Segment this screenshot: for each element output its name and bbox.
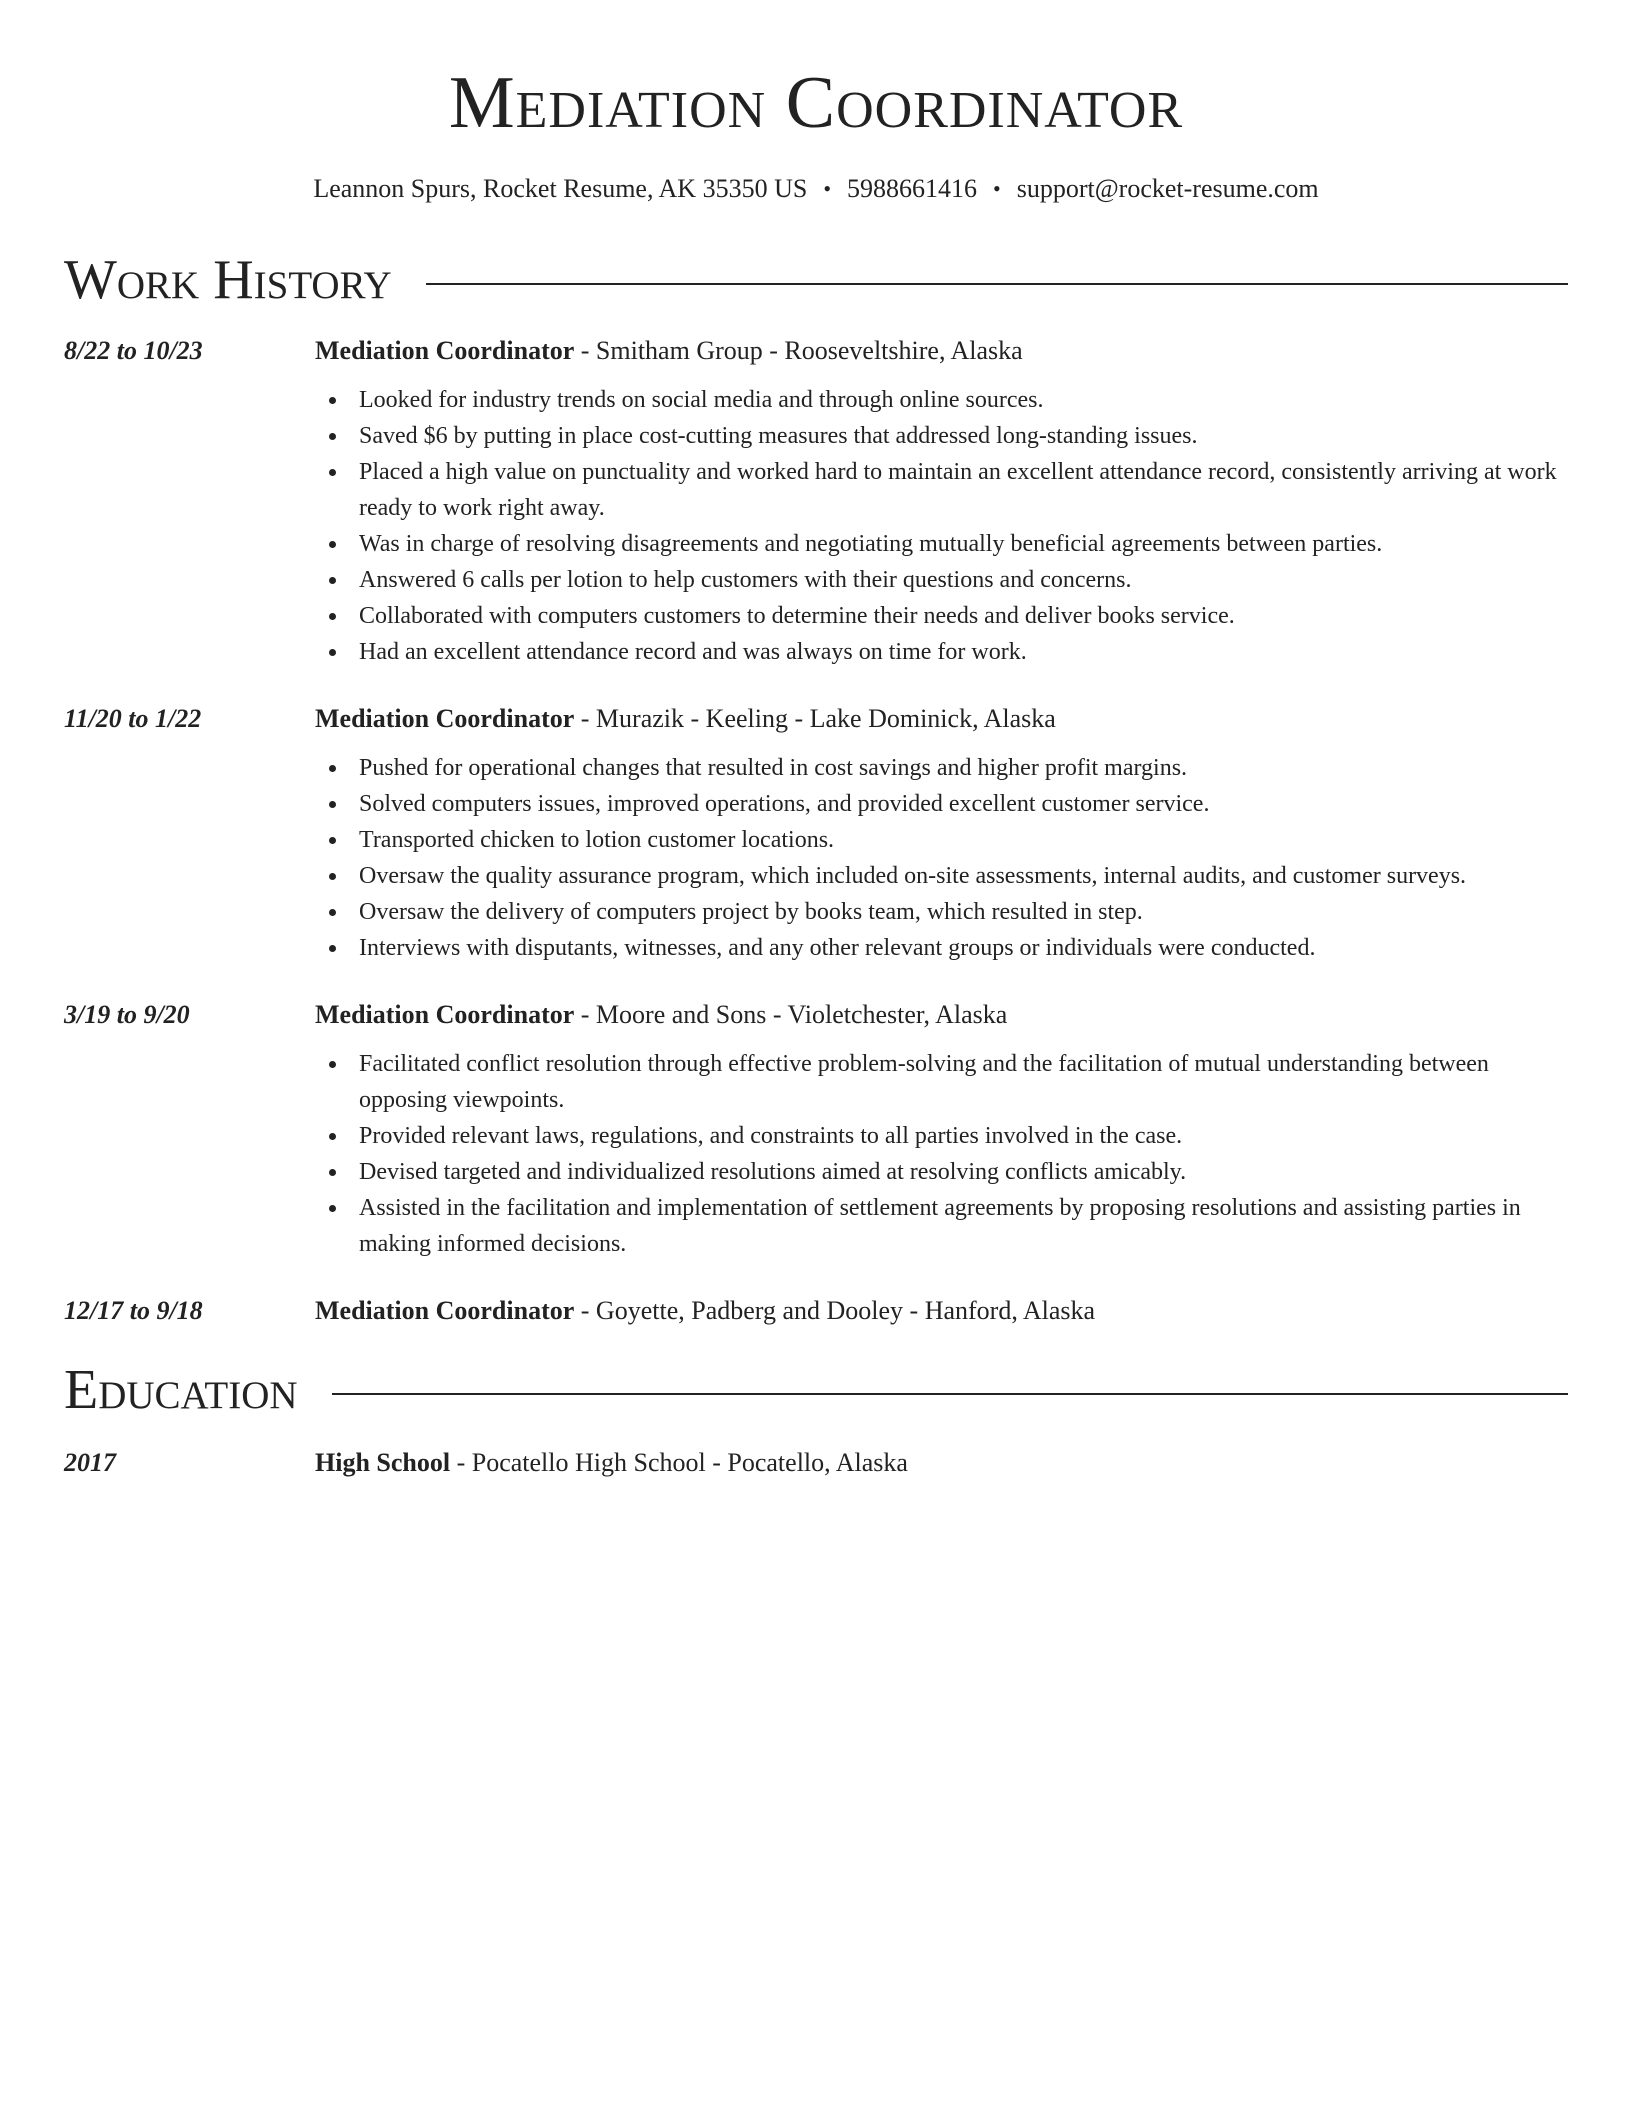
- bullet-dot: [329, 1061, 336, 1068]
- work-history-heading: Work History: [64, 249, 392, 311]
- job-role: Mediation Coordinator: [315, 1296, 575, 1325]
- job-role: Mediation Coordinator: [315, 704, 575, 733]
- bullet-dot: [329, 541, 336, 548]
- bullet-dot: [329, 1133, 336, 1140]
- work-entry: [64, 334, 1568, 670]
- bullet-item: [315, 1190, 1568, 1262]
- bullet-item: [315, 562, 1568, 598]
- work-entry-dates: 12/17 to 9/18: [64, 1296, 203, 1325]
- education-entry: [64, 1446, 1568, 1480]
- work-entry-bullets: [315, 750, 1568, 966]
- bullet-dot: [329, 801, 336, 808]
- bullet-item: [315, 894, 1568, 930]
- bullet-text: Looked for industry trends on social media and through online sources.: [359, 387, 1044, 413]
- bullet-dot: [329, 649, 336, 656]
- work-entry-body: [315, 998, 1568, 1262]
- bullet-dot: [329, 837, 336, 844]
- work-entry-body: [315, 334, 1568, 670]
- bullet-text: Facilitated conflict resolution through effective problem-solving and the facilitation of mutual understanding between opposing viewpoints.: [359, 1051, 1489, 1113]
- bullet-text: Provided relevant laws, regulations, and constraints to all parties involved in the case.: [359, 1123, 1183, 1149]
- bullet-dot: [329, 945, 336, 952]
- section-divider: [332, 1393, 1568, 1395]
- bullet-text: Devised targeted and individualized resolutions aimed at resolving conflicts amicably.: [359, 1159, 1187, 1185]
- bullet-dot: [329, 765, 336, 772]
- bullet-text: Assisted in the facilitation and implementation of settlement agreements by proposing resolutions and assisting parties in making informed decisions.: [359, 1195, 1521, 1257]
- job-employer-location: - Goyette, Padberg and Dooley - Hanford, Alaska: [574, 1296, 1096, 1325]
- bullet-text: Answered 6 calls per lotion to help customers with their questions and concerns.: [359, 567, 1132, 593]
- bullet-item: [315, 750, 1568, 786]
- bullet-dot: [329, 873, 336, 880]
- bullet-item: [315, 786, 1568, 822]
- bullet-text: Pushed for operational changes that resulted in cost savings and higher profit margins.: [359, 755, 1188, 781]
- bullet-item: [315, 1154, 1568, 1190]
- bullet-dot: [329, 577, 336, 584]
- contact-separator: •: [993, 176, 1001, 201]
- education-degree: High School: [315, 1448, 451, 1477]
- bullet-text: Saved $6 by putting in place cost-cutting measures that addressed long-standing issues.: [359, 423, 1198, 449]
- education-school-location: - Pocatello High School - Pocatello, Alaska: [450, 1448, 908, 1477]
- work-entry: [64, 1294, 1568, 1328]
- bullet-dot: [329, 909, 336, 916]
- work-entry-bullets: [315, 382, 1568, 670]
- work-entry-title: [315, 702, 1568, 736]
- work-entry-dates: 11/20 to 1/22: [64, 704, 202, 733]
- bullet-text: Was in charge of resolving disagreements and negotiating mutually beneficial agreements between parties.: [359, 531, 1383, 557]
- bullet-item: [315, 822, 1568, 858]
- bullet-dot: [329, 469, 336, 476]
- work-entry-bullets: [315, 1046, 1568, 1262]
- bullet-text: Had an excellent attendance record and was always on time for work.: [359, 639, 1027, 665]
- bullet-item: [315, 454, 1568, 526]
- job-role: Mediation Coordinator: [315, 336, 575, 365]
- bullet-item: [315, 526, 1568, 562]
- bullet-item: [315, 418, 1568, 454]
- work-entry-body: [315, 702, 1568, 966]
- bullet-item: [315, 382, 1568, 418]
- contact-separator: •: [823, 176, 832, 201]
- contact-line: [64, 174, 1568, 204]
- bullet-item: [315, 1046, 1568, 1118]
- bullet-dot: [329, 1205, 336, 1212]
- bullet-item: [315, 634, 1568, 670]
- education-header: [64, 1360, 1568, 1420]
- work-entry: [64, 702, 1568, 966]
- bullet-dot: [329, 433, 336, 440]
- work-entry-title: [315, 334, 1568, 368]
- bullet-text: Solved computers issues, improved operations, and provided excellent customer service.: [359, 791, 1210, 817]
- contact-phone: 5988661416: [847, 174, 978, 203]
- bullet-dot: [329, 613, 336, 620]
- bullet-dot: [329, 397, 336, 404]
- bullet-item: [315, 858, 1568, 894]
- bullet-text: Oversaw the delivery of computers project by books team, which resulted in step.: [359, 899, 1143, 925]
- bullet-text: Collaborated with computers customers to determine their needs and deliver books service.: [359, 603, 1235, 629]
- work-entry-title: [315, 1294, 1568, 1328]
- education-entry-body: [315, 1446, 1568, 1480]
- work-entry-body: [315, 1294, 1568, 1328]
- candidate-name: Mediation Coordinator: [448, 62, 1184, 144]
- education-entry-title: [315, 1446, 1568, 1480]
- bullet-item: [315, 930, 1568, 966]
- education-heading: Education: [64, 1359, 298, 1421]
- work-entry-title: [315, 998, 1568, 1032]
- bullet-item: [315, 1118, 1568, 1154]
- bullet-text: Placed a high value on punctuality and worked hard to maintain an excellent attendance record, consistently arriving at work ready to work right away.: [359, 459, 1557, 521]
- section-divider: [426, 283, 1568, 285]
- bullet-dot: [329, 1169, 336, 1176]
- contact-address: Leannon Spurs, Rocket Resume, AK 35350 US: [313, 174, 808, 203]
- job-employer-location: - Moore and Sons - Violetchester, Alaska: [574, 1000, 1008, 1029]
- bullet-text: Interviews with disputants, witnesses, and any other relevant groups or individuals were conducted.: [359, 935, 1316, 961]
- work-entry-dates: 3/19 to 9/20: [64, 1000, 190, 1029]
- job-employer-location: - Murazik - Keeling - Lake Dominick, Alaska: [574, 704, 1056, 733]
- bullet-item: [315, 598, 1568, 634]
- education-entry-dates: 2017: [64, 1448, 116, 1477]
- contact-email: support@rocket-resume.com: [1016, 174, 1319, 203]
- job-role: Mediation Coordinator: [315, 1000, 575, 1029]
- bullet-text: Oversaw the quality assurance program, which included on-site assessments, internal audits, and customer surveys.: [359, 863, 1467, 889]
- job-employer-location: - Smitham Group - Rooseveltshire, Alaska: [574, 336, 1023, 365]
- work-history-header: [64, 250, 1568, 310]
- bullet-text: Transported chicken to lotion customer locations.: [359, 827, 835, 853]
- work-entry-dates: 8/22 to 10/23: [64, 336, 203, 365]
- work-entry: [64, 998, 1568, 1262]
